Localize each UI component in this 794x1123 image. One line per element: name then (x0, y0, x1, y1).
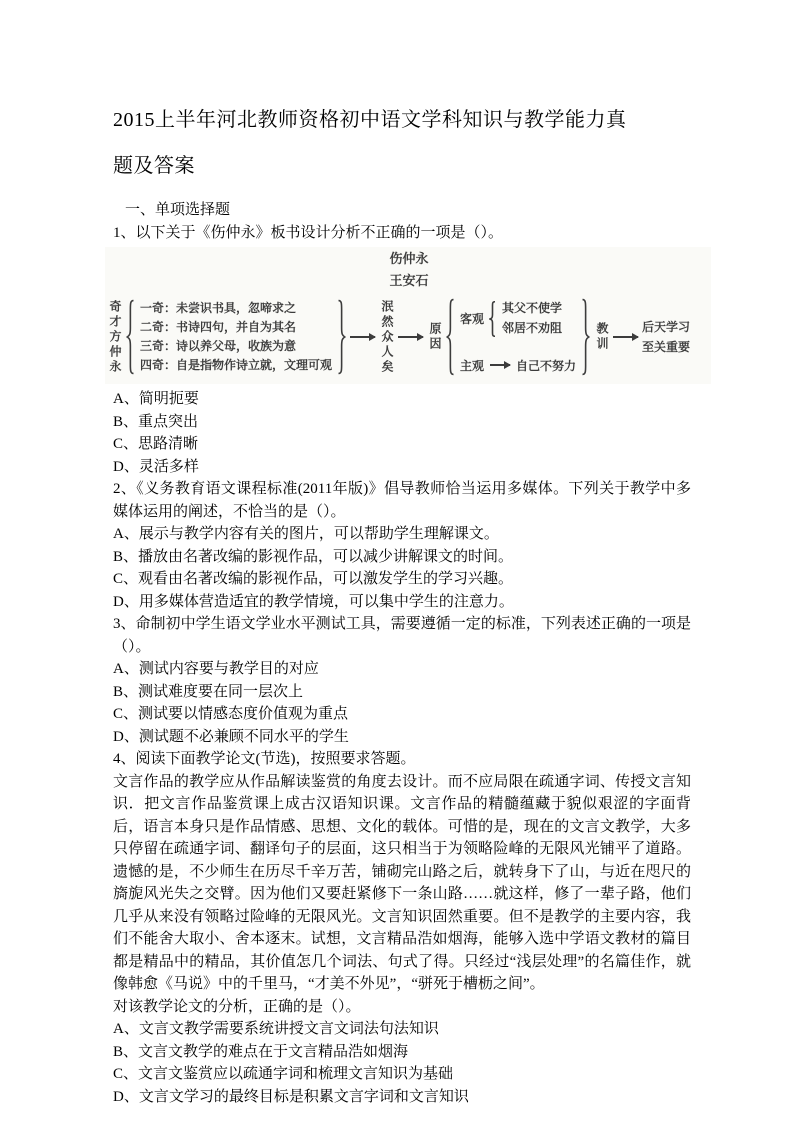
section-heading: 一、单项选择题 (125, 202, 231, 218)
wonder-item: 一奇：未尝识书具，忽啼求之 (140, 301, 297, 315)
q3-option-d: D、测试题不必兼顾不同水平的学生 (113, 728, 349, 745)
arrow-right-icon (398, 336, 423, 338)
wonder-item: 四奇：自是指物作诗立就，文理可观 (140, 358, 333, 372)
document-content (108, 97, 691, 1108)
q3-option-c: C、测试要以情感态度价值观为重点 (113, 706, 349, 722)
q4-option-c: C、文言文鉴赏应以疏通字词和梳理文言知识为基础 (113, 1066, 454, 1082)
q4-option-a: A、文言文教学需要系统讲授文言文词法句法知识 (113, 1021, 439, 1037)
q2-option-c: C、观看由名著改编的影视作品，可以激发学生的学习兴趣。 (113, 571, 514, 587)
diagram-author: 王安石 (389, 273, 429, 288)
q2-option-b: B、播放由名著改编的影视作品，可以减少讲解课文的时间。 (113, 548, 514, 565)
q1-option-d: D、灵活多样 (113, 458, 199, 475)
subjective-item: 自己不努力 (516, 358, 577, 373)
cause-vertical-label: 原因 (428, 322, 443, 352)
objective-item: 其父不使学 (502, 301, 563, 315)
q2-option-a: A、展示与教学内容有关的图片，可以帮助学生理解课文。 (113, 526, 499, 542)
arrow-right-icon (490, 364, 510, 366)
q1-option-b: B、重点突出 (113, 413, 199, 430)
arrow-right-icon (613, 336, 638, 338)
q3-option-a: A、测试内容要与教学目的对应 (113, 661, 319, 677)
result-vertical-label: 泯然众人矣 (380, 299, 395, 375)
q1-option-a: A、简明扼要 (113, 391, 199, 407)
left-brace-icon (126, 299, 136, 375)
objective-item: 邻居不劝阻 (502, 321, 563, 335)
page-title (113, 97, 691, 189)
page-title-line1: 2015上半年河北教师资格初中语文学科知识与教学能力真 (113, 109, 627, 131)
causes-group (460, 301, 576, 374)
q1-option-c: C、思路清晰 (113, 436, 199, 452)
left-brace-icon (446, 298, 456, 376)
q4-essay: 文言作品的教学应从作品解读鉴赏的角度去设计。而不应局限在疏通字词、传授文言知识．把文言作品鉴赏课上成古汉语知识课。文言作品的精髓蕴藏于貌似艰涩的字面背后，语言本身只是作品情感、思想、文化的载体。可惜的是，现在的文言文教学，大多只停留在疏通字词、翻译句子的层面，这只相当于为领略险峰的无限风光铺平了道路。遗憾的是，不少师生在历尽千辛万苦，铺砌完山路之后，就转身下了山，与近在咫尺的旖旎风光失之交臂。因为他们又要赶紧修下一条山路……就这样，修了一辈子路，他们几乎从来没有领略过险峰的无限风光。文言知识固然重要。但不是教学的主要内容，我们不能舍大取小、舍本逐末。试想，文言精品浩如烟海，能够入选中学语文教材的篇目都是精品中的精品，其价值怎几个词法、句式了得。只经过“浅层处理”的名篇佳作，就像韩愈《马说》中的千里马，“才美不外见”，“骈死于槽枥之间”。 (113, 773, 691, 992)
prodigy-vertical-label: 奇才方仲永 (108, 299, 122, 375)
page-title-line2: 题及答案 (113, 155, 195, 177)
lesson-line: 至关重要 (642, 339, 691, 354)
q2-stem: 2、《义务教育语文课程标准(2011年版)》倡导教师恰当运用多媒体。下列关于教学中多媒体运用的阐述，不恰当的是（）。 (113, 481, 691, 520)
lesson-vertical-label: 教训 (595, 322, 610, 352)
diagram-title: 伤仲永 (389, 251, 429, 266)
lesson-text (642, 321, 690, 354)
q3-option-b: B、测试难度要在同一层次上 (113, 683, 304, 700)
q4-option-b: B、文言文教学的难点在于文言精品浩如烟海 (113, 1043, 409, 1060)
subjective-cause-row (460, 357, 576, 374)
objective-cause-row (460, 301, 576, 337)
objective-items (502, 302, 562, 335)
q4-option-d: D、文言文学习的最终目标是积累文言字词和文言知识 (113, 1088, 469, 1105)
wonder-item: 二奇：书诗四句，并自为其名 (140, 320, 297, 334)
objective-label: 客观 (460, 312, 485, 326)
left-brace-icon (489, 301, 497, 337)
board-design-diagram (105, 247, 711, 384)
q4-stem: 4、阅读下面教学论文(节选)，按照要求答题。 (113, 751, 416, 767)
arrow-right-icon (350, 336, 375, 338)
q1-stem: 1、以下关于《伤仲永》板书设计分析不正确的一项是（）。 (113, 224, 504, 241)
right-brace-icon (580, 298, 590, 376)
right-brace-icon (336, 299, 346, 375)
diagram-body (107, 298, 711, 376)
q2-option-d: D、用多媒体营造适宜的教学情境，可以集中学生的注意力。 (113, 593, 514, 610)
q4-question: 对该教学论文的分析，正确的是（）。 (113, 998, 361, 1015)
wonders-list (140, 302, 332, 372)
wonder-item: 三奇：诗以养父母，收族为意 (140, 339, 297, 353)
subjective-label: 主观 (460, 358, 485, 373)
lesson-line: 后天学习 (642, 319, 691, 334)
q3-stem: 3、命制初中学生语文学业水平测试工具，需要遵循一定的标准，下列表述正确的一项是（）。 (113, 616, 691, 655)
